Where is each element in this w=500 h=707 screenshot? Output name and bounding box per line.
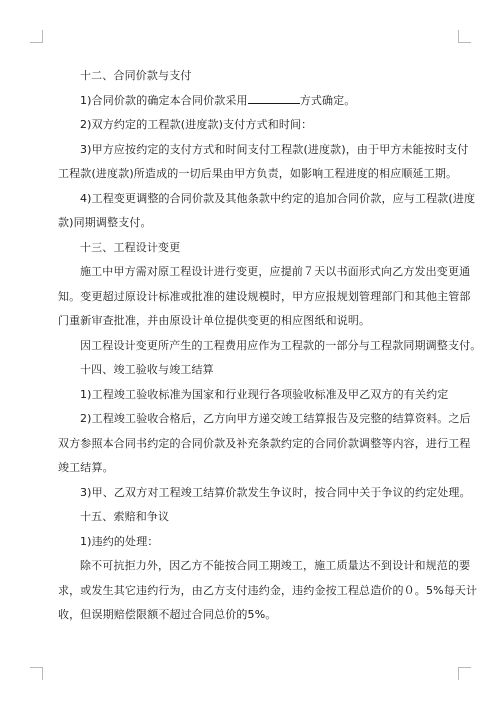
crop-mark-top-right xyxy=(458,30,471,43)
paragraph-line: 1)合同价款的确定本合同价款采用 方式确定。 xyxy=(80,93,356,107)
section-heading: 十四、竣工验收与竣工结算 xyxy=(80,363,214,376)
paragraph-line: 3)甲方应按约定的支付方式和时间支付工程款(进度款)，由于甲方未能按时支付 xyxy=(80,142,469,156)
paragraph-line: 2)工程竣工验收合格后，乙方向甲方递交竣工结算报告及完整的结算资料。之后 xyxy=(80,412,471,425)
section-heading: 十五、索赔和争议 xyxy=(80,510,170,523)
paragraph-line: 求，或发生其它违约行为，由乙方支付违约金，违约金按工程总造价的０。5%每天计 xyxy=(58,583,478,597)
paragraph-line: 4)工程变更调整的合同价款及其他条款中约定的追加合同价款，应与工程款(进度 xyxy=(80,191,476,205)
fill-in-blank[interactable] xyxy=(248,92,300,104)
document-body xyxy=(58,64,482,628)
paragraph-line: 竣工结算。 xyxy=(58,461,114,474)
paragraph-line: 收，但误期赔偿限额不超过合同总价的5%。 xyxy=(58,608,277,621)
paragraph-line: 门重新审查批准，并由原设计单位提供变更的相应图纸和说明。 xyxy=(58,314,371,327)
crop-mark-bottom-right xyxy=(458,667,471,680)
paragraph-line: 因工程设计变更所产生的工程费用应作为工程款的一部分与工程款同期调整支付。 xyxy=(80,338,482,352)
crop-mark-top-left xyxy=(30,30,43,43)
paragraph-line: 双方参照本合同书约定的合同价款及补充条款约定的合同价款调整等内容，进行工程 xyxy=(58,436,471,450)
section-heading: 十二、合同价款与支付 xyxy=(80,69,192,82)
paragraph-line: 3)甲、乙双方对工程竣工结算价款发生争议时，按合同中关于争议的约定处理。 xyxy=(80,485,471,499)
paragraph-line: 款)同期调整支付。 xyxy=(58,216,152,229)
paragraph-line: 2)双方约定的工程款(进度款)支付方式和时间： xyxy=(80,118,313,131)
paragraph-line: 知。变更超过原设计标准或批准的建设规模时，甲方应报规划管理部门和其他主管部 xyxy=(58,289,471,303)
paragraph-line: 施工中甲方需对原工程设计进行变更，应提前７天以书面形式向乙方发出变更通 xyxy=(80,265,471,278)
crop-mark-bottom-left xyxy=(30,667,43,680)
section-heading: 十三、工程设计变更 xyxy=(80,240,181,254)
paragraph-line: 除不可抗拒力外，因乙方不能按合同工期竣工，施工质量达不到设计和规范的要 xyxy=(80,559,471,572)
paragraph-line: 工程款(进度款)所造成的一切后果由甲方负责，如影响工程进度的相应顺延工期。 xyxy=(58,167,458,180)
paragraph-line: 1)工程竣工验收标准为国家和行业现行各项验收标准及甲乙双方的有关约定 xyxy=(80,387,449,401)
paragraph-line: 1)违约的处理： xyxy=(80,534,159,548)
